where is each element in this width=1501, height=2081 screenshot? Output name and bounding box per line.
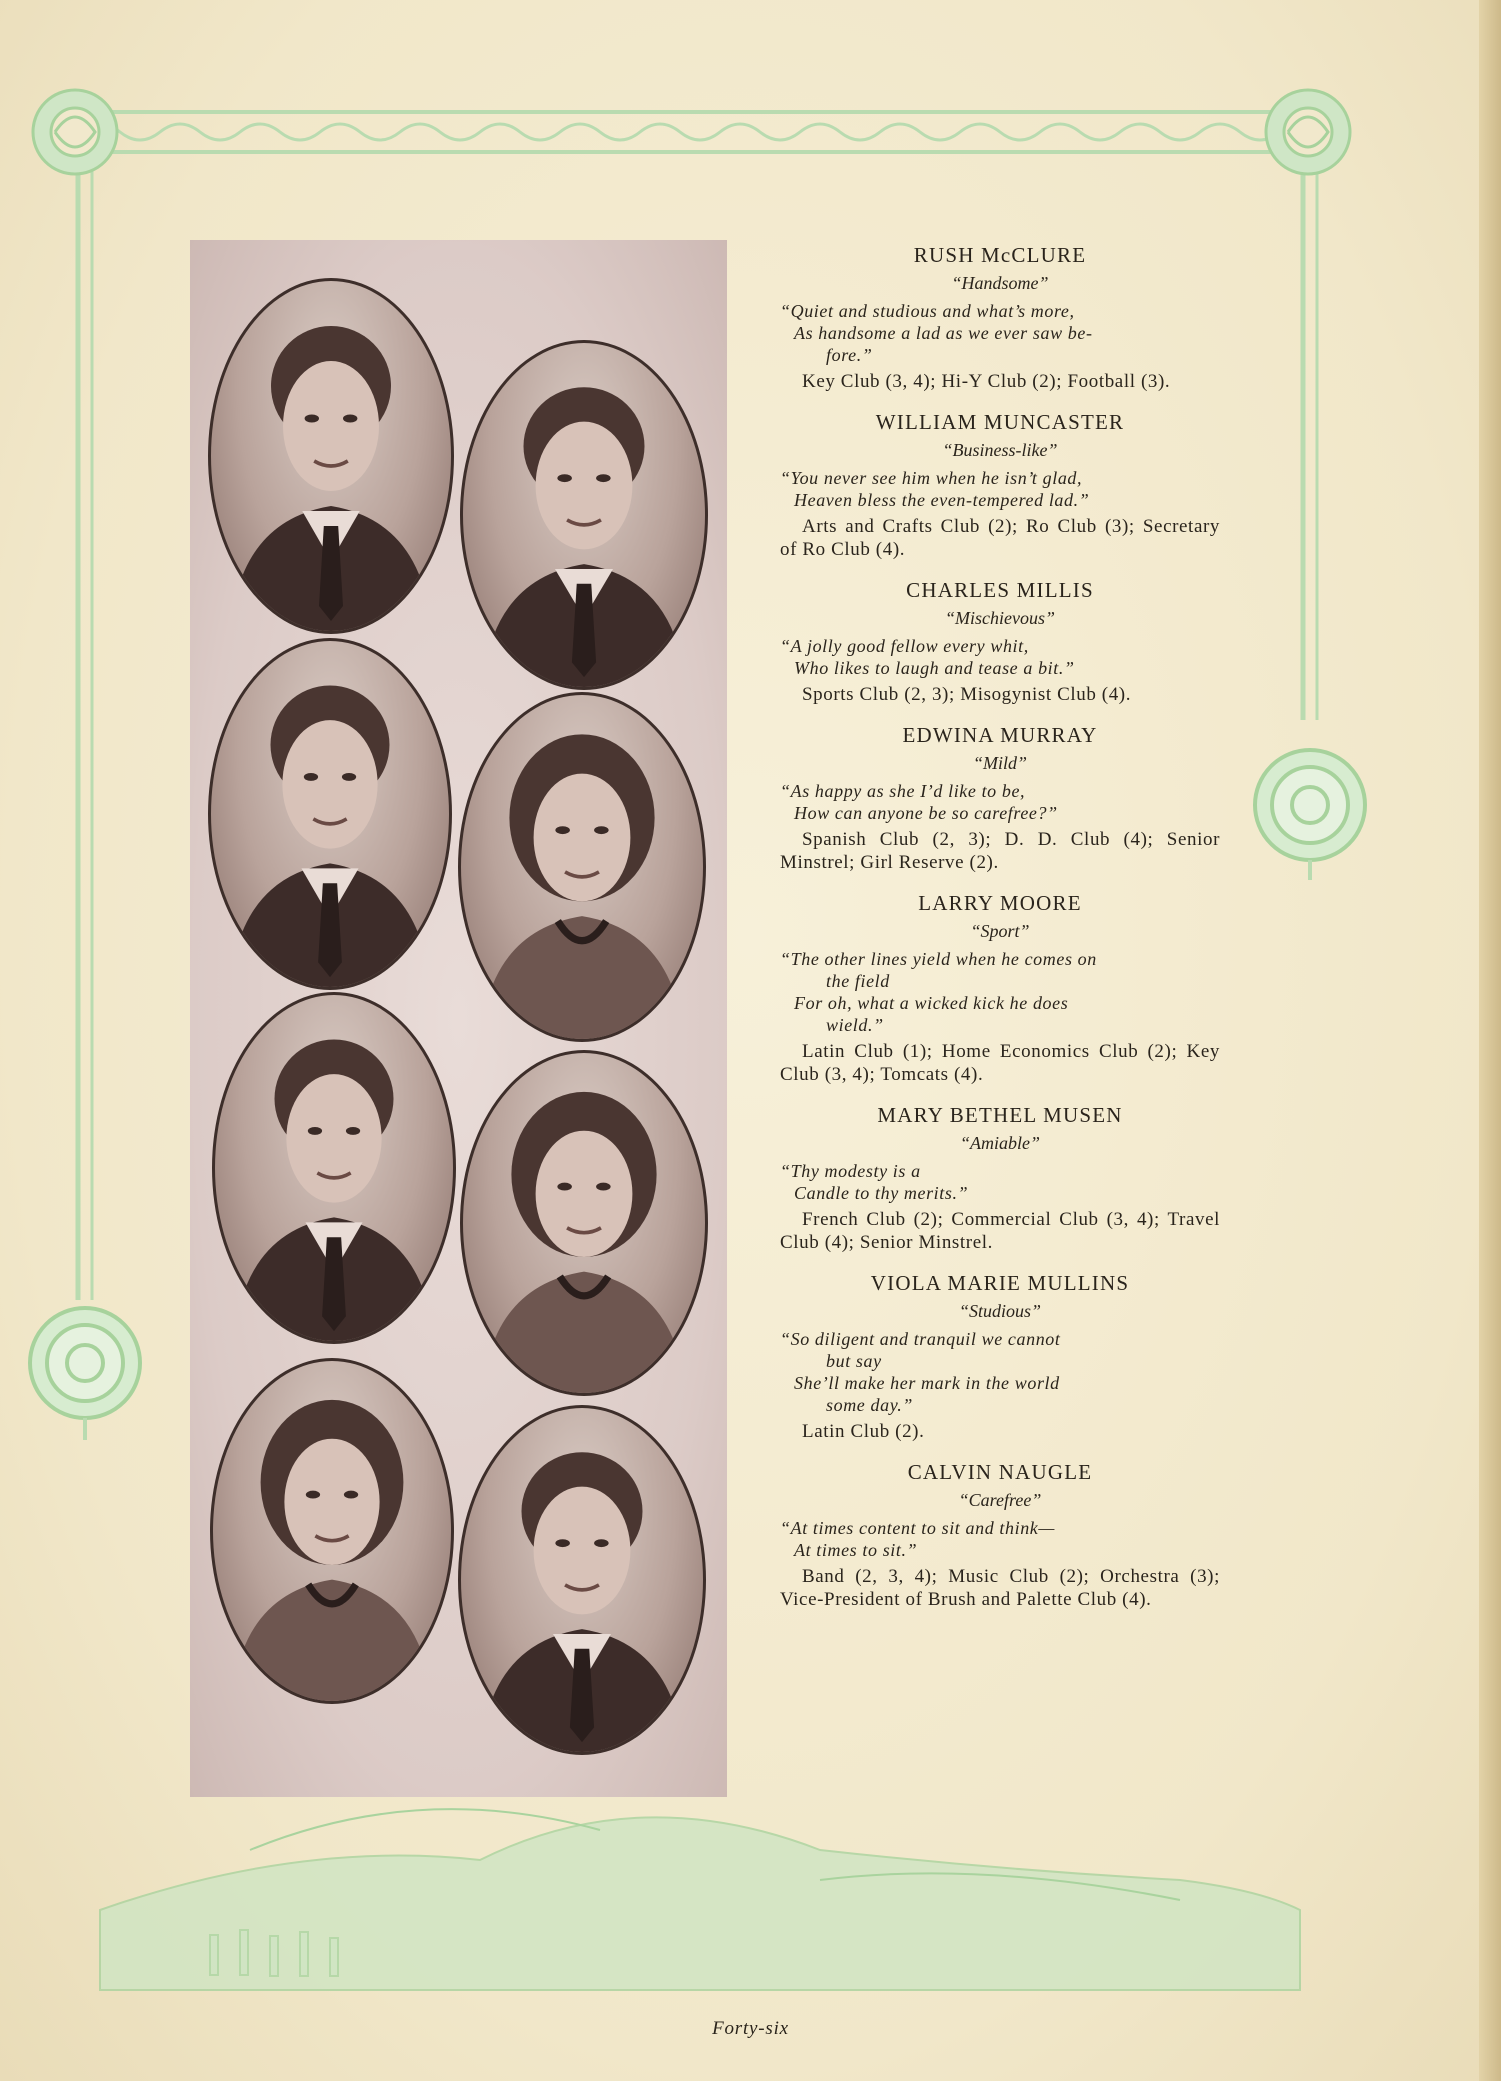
student-nickname: “Sport”: [970, 921, 1030, 941]
student-activities: Latin Club (1); Home Economics Club (2); Key Club (3, 4); Tomcats (4).: [780, 1041, 1220, 1085]
student-nickname: “Mischievous”: [945, 608, 1055, 628]
senior-entry: [780, 890, 1220, 1086]
senior-entry: [780, 1270, 1220, 1443]
quote-line: As handsome a lad as we ever saw be-: [794, 323, 1093, 343]
quote-line: “As happy as she I’d like to be,: [780, 781, 1026, 801]
portrait-larry-moore: [212, 992, 456, 1344]
student-name: WILLIAM MUNCASTER: [875, 410, 1125, 434]
student-activities: Latin Club (2).: [802, 1421, 925, 1442]
quote-line: “A jolly good fellow every whit,: [780, 636, 1029, 656]
quote-line: Heaven bless the even-tempered lad.”: [794, 490, 1090, 510]
student-activities: Key Club (3, 4); Hi-Y Club (2); Football (3).: [802, 371, 1171, 392]
student-name: LARRY MOORE: [918, 891, 1082, 915]
student-quote: [780, 1160, 1220, 1204]
portrait-mary-bethel-musen: [460, 1050, 708, 1396]
student-quote: [780, 948, 1220, 1036]
student-quote: [780, 780, 1220, 824]
quote-line: Candle to thy merits.”: [794, 1183, 969, 1203]
quote-line: “Thy modesty is a: [780, 1161, 921, 1181]
portrait-panel: [190, 240, 727, 1797]
quote-line: wield.”: [826, 1015, 884, 1035]
quote-line: At times to sit.”: [794, 1540, 918, 1560]
student-quote: [780, 467, 1220, 511]
portrait-charles-millis: [208, 638, 452, 990]
student-nickname: “Mild”: [972, 753, 1028, 773]
senior-entry: [780, 722, 1220, 874]
student-quote: [780, 635, 1220, 679]
portrait-viola-marie-mullins: [210, 1358, 454, 1704]
quote-line: For oh, what a wicked kick he does: [794, 993, 1069, 1013]
quote-line: “At times content to sit and think—: [780, 1518, 1055, 1538]
student-name: MARY BETHEL MUSEN: [877, 1103, 1123, 1127]
quote-line: but say: [826, 1351, 882, 1371]
medallion-right: [1255, 750, 1365, 860]
student-activities: Spanish Club (2, 3); D. D. Club (4); Senior Minstrel; Girl Reserve (2).: [780, 829, 1220, 873]
student-nickname: “Handsome”: [951, 273, 1049, 293]
quote-line: some day.”: [826, 1395, 913, 1415]
page-number: Forty-six: [712, 2018, 789, 2039]
student-quote: [780, 1517, 1220, 1561]
student-activities: Band (2, 3, 4); Music Club (2); Orchestra (3); Vice-President of Brush and Palette Club (4).: [780, 1566, 1220, 1610]
medallion-left: [30, 1308, 140, 1418]
portrait-edwina-murray: [458, 692, 706, 1042]
student-name: EDWINA MURRAY: [902, 723, 1098, 747]
student-activities: Arts and Crafts Club (2); Ro Club (3); Secretary of Ro Club (4).: [780, 516, 1220, 560]
student-name: VIOLA MARIE MULLINS: [870, 1271, 1130, 1295]
student-nickname: “Studious”: [958, 1301, 1042, 1321]
portrait-william-muncaster: [460, 340, 708, 690]
senior-entry: [780, 577, 1220, 706]
corner-ornament-left: [33, 90, 117, 174]
quote-line: How can anyone be so carefree?”: [794, 803, 1058, 823]
quote-line: “You never see him when he isn’t glad,: [780, 468, 1083, 488]
student-name: CALVIN NAUGLE: [907, 1460, 1093, 1484]
quote-line: the field: [826, 971, 890, 991]
quote-line: “So diligent and tranquil we cannot: [780, 1329, 1061, 1349]
portrait-rush-mcclure: [208, 278, 454, 634]
senior-entry: [780, 1459, 1220, 1611]
student-name: RUSH McCLURE: [913, 243, 1087, 267]
quote-line: “Quiet and studious and what’s more,: [780, 301, 1075, 321]
quote-line: fore.”: [826, 345, 873, 365]
student-nickname: “Amiable”: [959, 1133, 1040, 1153]
portrait-calvin-naugle: [458, 1405, 706, 1755]
quote-line: She’ll make her mark in the world: [794, 1373, 1060, 1393]
senior-entry: [780, 1102, 1220, 1254]
student-nickname: “Business-like”: [942, 440, 1058, 460]
biography-column: [780, 242, 1220, 1627]
senior-entry: [780, 242, 1220, 393]
student-name: CHARLES MILLIS: [906, 578, 1094, 602]
student-quote: [780, 1328, 1220, 1416]
student-activities: French Club (2); Commercial Club (3, 4); Travel Club (4); Senior Minstrel.: [780, 1209, 1220, 1253]
quote-line: Who likes to laugh and tease a bit.”: [794, 658, 1075, 678]
student-nickname: “Carefree”: [958, 1490, 1042, 1510]
senior-entry: [780, 409, 1220, 561]
student-quote: [780, 300, 1220, 366]
quote-line: “The other lines yield when he comes on: [780, 949, 1097, 969]
corner-ornament-right: [1266, 90, 1350, 174]
student-activities: Sports Club (2, 3); Misogynist Club (4).: [802, 684, 1132, 705]
